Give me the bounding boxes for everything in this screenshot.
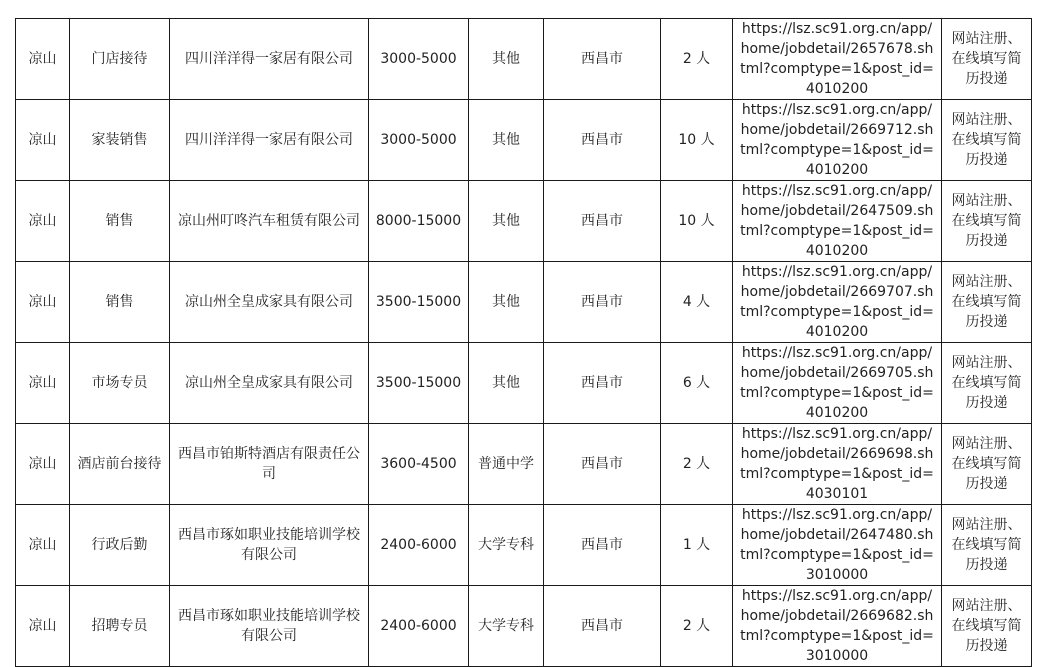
location-cell: 西昌市 xyxy=(544,343,661,424)
table-row xyxy=(16,586,1032,667)
table-row xyxy=(16,100,1032,181)
salary-cell: 3500-15000 xyxy=(369,262,469,343)
region-cell: 凉山 xyxy=(16,262,70,343)
table-row xyxy=(16,343,1032,424)
table-row xyxy=(16,262,1032,343)
education-cell: 普通中学 xyxy=(469,424,544,505)
salary-cell: 3000-5000 xyxy=(369,19,469,100)
job-url-link[interactable]: https://lsz.sc91.org.cn/app/home/jobdetail/2669705.shtml?comptype=1&post_id=4010200 xyxy=(733,343,942,424)
headcount-cell: 1 人 xyxy=(661,505,733,586)
apply-method-cell: 网站注册、在线填写简历投递 xyxy=(942,424,1032,505)
salary-cell: 8000-15000 xyxy=(369,181,469,262)
position-cell: 家装销售 xyxy=(70,100,170,181)
company-cell: 西昌市铂斯特酒店有限责任公司 xyxy=(170,424,369,505)
region-cell: 凉山 xyxy=(16,505,70,586)
education-cell: 其他 xyxy=(469,100,544,181)
region-cell: 凉山 xyxy=(16,586,70,667)
position-cell: 门店接待 xyxy=(70,19,170,100)
job-url-link[interactable]: https://lsz.sc91.org.cn/app/home/jobdetail/2669712.shtml?comptype=1&post_id=4010200 xyxy=(733,100,942,181)
job-listings-table xyxy=(15,18,1032,667)
company-cell: 凉山州叮咚汽车租赁有限公司 xyxy=(170,181,369,262)
salary-cell: 2400-6000 xyxy=(369,586,469,667)
headcount-cell: 4 人 xyxy=(661,262,733,343)
location-cell: 西昌市 xyxy=(544,19,661,100)
position-cell: 酒店前台接待 xyxy=(70,424,170,505)
company-cell: 凉山州全皇成家具有限公司 xyxy=(170,262,369,343)
job-url-link[interactable]: https://lsz.sc91.org.cn/app/home/jobdetail/2669682.shtml?comptype=1&post_id=3010000 xyxy=(733,586,942,667)
headcount-cell: 2 人 xyxy=(661,19,733,100)
apply-method-cell: 网站注册、在线填写简历投递 xyxy=(942,19,1032,100)
apply-method-cell: 网站注册、在线填写简历投递 xyxy=(942,100,1032,181)
company-cell: 西昌市琢如职业技能培训学校有限公司 xyxy=(170,505,369,586)
apply-method-cell: 网站注册、在线填写简历投递 xyxy=(942,262,1032,343)
position-cell: 行政后勤 xyxy=(70,505,170,586)
salary-cell: 2400-6000 xyxy=(369,505,469,586)
education-cell: 其他 xyxy=(469,181,544,262)
education-cell: 其他 xyxy=(469,19,544,100)
location-cell: 西昌市 xyxy=(544,262,661,343)
location-cell: 西昌市 xyxy=(544,505,661,586)
salary-cell: 3000-5000 xyxy=(369,100,469,181)
location-cell: 西昌市 xyxy=(544,181,661,262)
position-cell: 招聘专员 xyxy=(70,586,170,667)
location-cell: 西昌市 xyxy=(544,586,661,667)
region-cell: 凉山 xyxy=(16,424,70,505)
position-cell: 销售 xyxy=(70,262,170,343)
region-cell: 凉山 xyxy=(16,181,70,262)
location-cell: 西昌市 xyxy=(544,424,661,505)
company-cell: 四川洋洋得一家居有限公司 xyxy=(170,19,369,100)
education-cell: 其他 xyxy=(469,343,544,424)
company-cell: 四川洋洋得一家居有限公司 xyxy=(170,100,369,181)
salary-cell: 3600-4500 xyxy=(369,424,469,505)
headcount-cell: 6 人 xyxy=(661,343,733,424)
table-row xyxy=(16,181,1032,262)
job-url-link[interactable]: https://lsz.sc91.org.cn/app/home/jobdetail/2669707.shtml?comptype=1&post_id=4010200 xyxy=(733,262,942,343)
position-cell: 市场专员 xyxy=(70,343,170,424)
education-cell: 其他 xyxy=(469,262,544,343)
apply-method-cell: 网站注册、在线填写简历投递 xyxy=(942,343,1032,424)
apply-method-cell: 网站注册、在线填写简历投递 xyxy=(942,181,1032,262)
company-cell: 西昌市琢如职业技能培训学校有限公司 xyxy=(170,586,369,667)
job-url-link[interactable]: https://lsz.sc91.org.cn/app/home/jobdetail/2657678.shtml?comptype=1&post_id=4010200 xyxy=(733,19,942,100)
education-cell: 大学专科 xyxy=(469,586,544,667)
job-url-link[interactable]: https://lsz.sc91.org.cn/app/home/jobdetail/2669698.shtml?comptype=1&post_id=4030101 xyxy=(733,424,942,505)
position-cell: 销售 xyxy=(70,181,170,262)
job-rows xyxy=(16,19,1032,667)
region-cell: 凉山 xyxy=(16,343,70,424)
table-row xyxy=(16,424,1032,505)
education-cell: 大学专科 xyxy=(469,505,544,586)
apply-method-cell: 网站注册、在线填写简历投递 xyxy=(942,586,1032,667)
job-url-link[interactable]: https://lsz.sc91.org.cn/app/home/jobdetail/2647509.shtml?comptype=1&post_id=4010200 xyxy=(733,181,942,262)
headcount-cell: 10 人 xyxy=(661,100,733,181)
headcount-cell: 2 人 xyxy=(661,424,733,505)
job-url-link[interactable]: https://lsz.sc91.org.cn/app/home/jobdetail/2647480.shtml?comptype=1&post_id=3010000 xyxy=(733,505,942,586)
table-row xyxy=(16,19,1032,100)
company-cell: 凉山州全皇成家具有限公司 xyxy=(170,343,369,424)
headcount-cell: 2 人 xyxy=(661,586,733,667)
region-cell: 凉山 xyxy=(16,100,70,181)
table-row xyxy=(16,505,1032,586)
apply-method-cell: 网站注册、在线填写简历投递 xyxy=(942,505,1032,586)
headcount-cell: 10 人 xyxy=(661,181,733,262)
location-cell: 西昌市 xyxy=(544,100,661,181)
region-cell: 凉山 xyxy=(16,19,70,100)
salary-cell: 3500-15000 xyxy=(369,343,469,424)
